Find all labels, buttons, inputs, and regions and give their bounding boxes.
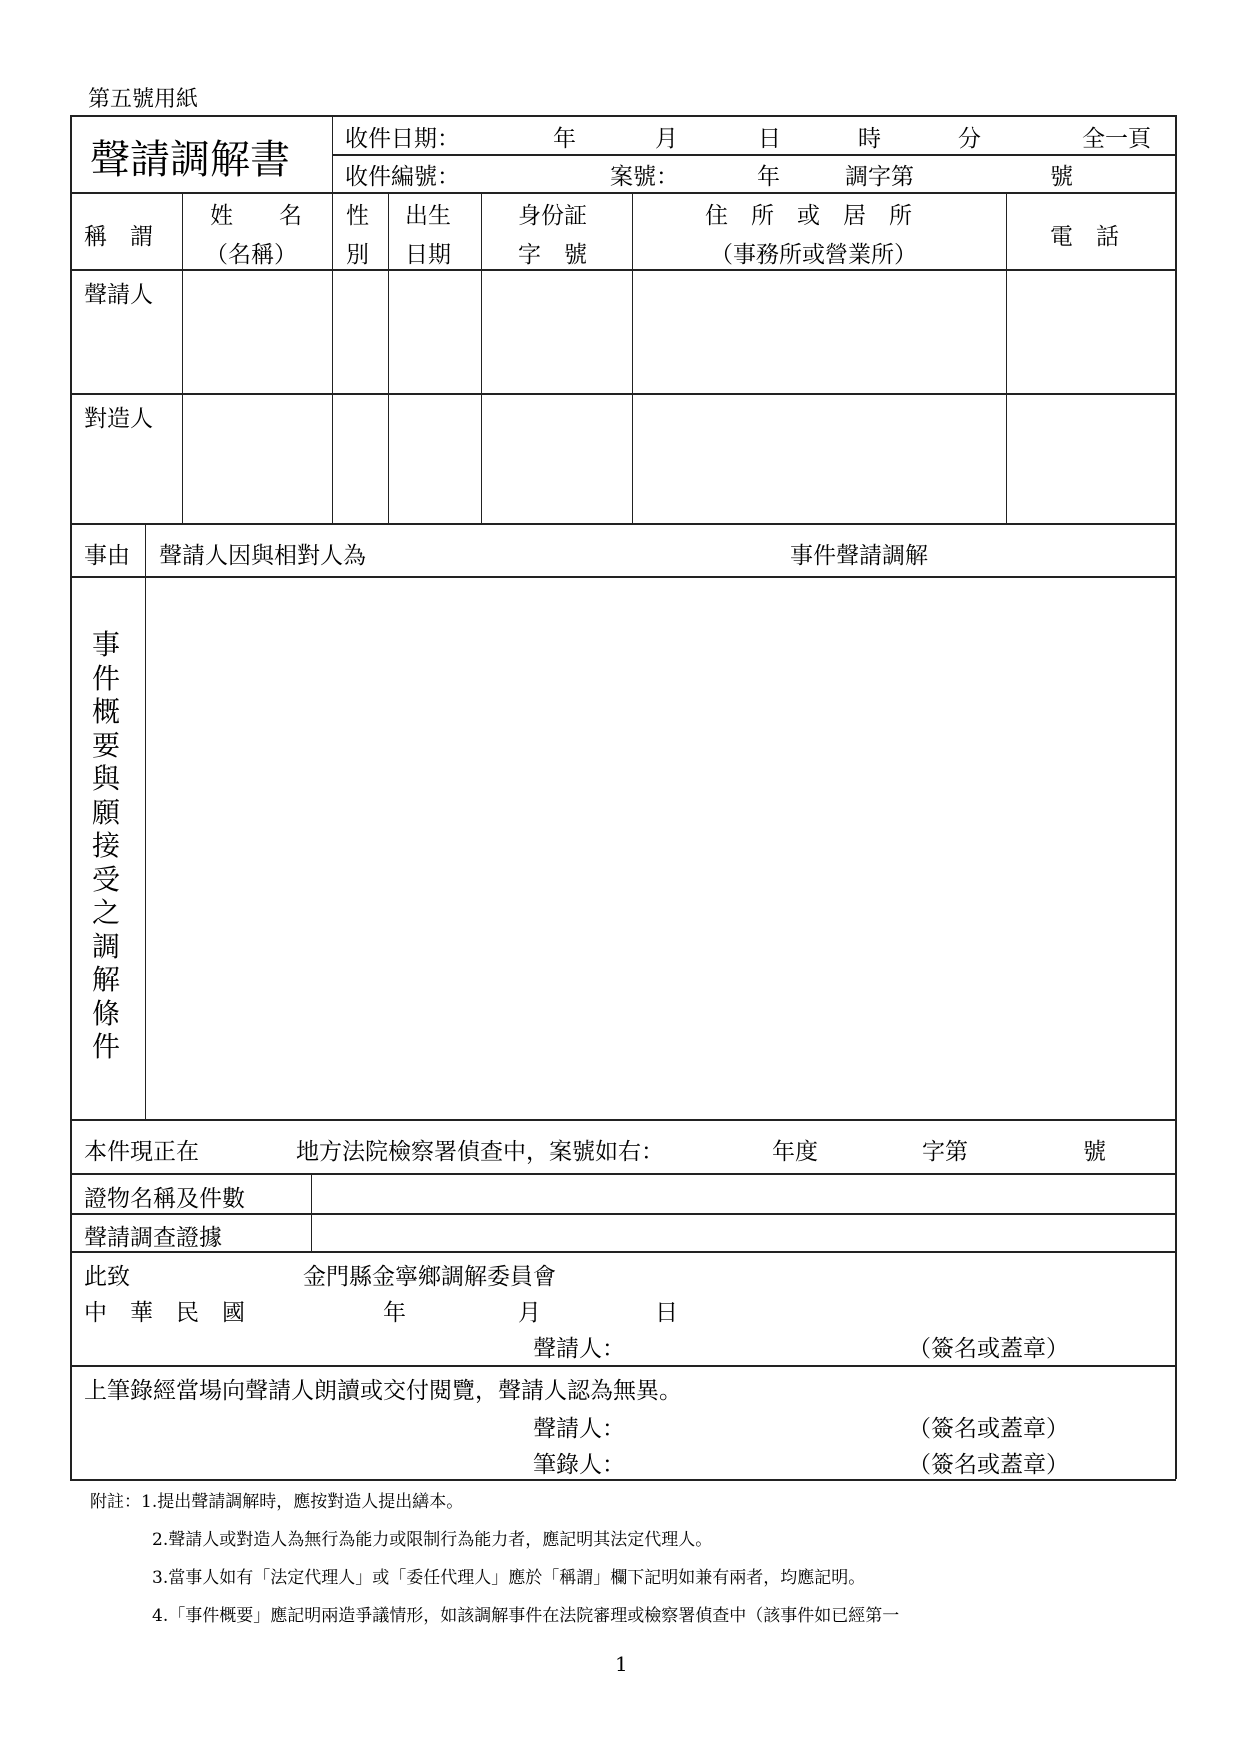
applicant-sign: （簽名或蓋章）: [908, 1336, 1069, 1362]
investigate-label: 聲請調查證據: [84, 1225, 222, 1251]
page-number: 1: [615, 1652, 628, 1676]
record-applicant-sign: （簽名或蓋章）: [908, 1416, 1069, 1442]
header-birth: 出生: [405, 203, 451, 229]
form-title: 聲請調解書: [90, 137, 290, 183]
receipt-minute: 分: [958, 126, 981, 152]
reason-prefix: 聲請人因與相對人為: [159, 543, 366, 569]
pending-year: 年度: [772, 1139, 818, 1165]
note-2: 2.聲請人或對造人為無行為能力或限制行為能力者，應記明其法定代理人。: [152, 1530, 713, 1550]
header-id-sub: 字 號: [518, 242, 587, 268]
record-text: 上筆錄經當場向聲請人朗讀或交付閱覽，聲請人認為無異。: [84, 1378, 682, 1404]
header-address: 住 所 或 居 所: [705, 203, 912, 229]
note-3: 3.當事人如有「法定代理人」或「委任代理人」應於「稱謂」欄下記明如兼有兩者，均應記明。: [152, 1568, 866, 1588]
party-applicant: 聲請人: [84, 282, 153, 308]
header-name: 姓 名: [210, 203, 302, 229]
case-label: 案號：: [610, 164, 679, 190]
page-count: 全一頁: [1082, 126, 1151, 152]
applicant-sign-label: 聲請人：: [533, 1336, 625, 1362]
reason-suffix: 事件聲請調解: [790, 543, 928, 569]
header-sex: 性: [346, 203, 369, 229]
pending-word: 字第: [922, 1139, 968, 1165]
reason-label: 事由: [84, 543, 130, 569]
header-phone: 電 話: [1050, 224, 1119, 250]
note-1: 附註：1.提出聲請調解時，應按對造人提出繕本。: [90, 1492, 464, 1512]
record-clerk-sign: （簽名或蓋章）: [908, 1452, 1069, 1478]
receipt-month: 月: [655, 126, 678, 152]
header-title: 稱 謂: [84, 224, 153, 250]
receipt-hour: 時: [858, 126, 881, 152]
record-clerk-label: 筆錄人：: [533, 1452, 625, 1478]
date-year: 年: [383, 1300, 406, 1326]
case-no: 號: [1050, 164, 1073, 190]
party-opponent: 對造人: [84, 406, 153, 432]
header-name-sub: （名稱）: [205, 242, 297, 268]
receipt-year: 年: [553, 126, 576, 152]
evidence-label: 證物名稱及件數: [84, 1186, 245, 1212]
pending-no: 號: [1083, 1139, 1106, 1165]
form-number: 第五號用紙: [88, 87, 199, 112]
case-word: 調字第: [845, 164, 914, 190]
date-day: 日: [655, 1300, 678, 1326]
receipt-date-label: 收件日期：: [345, 126, 460, 152]
note-4: 4.「事件概要」應記明兩造爭議情形，如該調解事件在法院審理或檢察署偵查中（該事件如已經第一: [152, 1606, 900, 1626]
date-roc: 中 華 民 國: [84, 1300, 245, 1326]
case-year: 年: [757, 164, 780, 190]
header-address-sub: （事務所或營業所）: [710, 242, 917, 268]
summary-label: 事件概要與願接受之調解條件: [92, 628, 121, 1063]
to-org: 金門縣金寧鄉調解委員會: [303, 1264, 556, 1290]
header-birth-sub: 日期: [405, 242, 451, 268]
receipt-day: 日: [758, 126, 781, 152]
pending-court: 地方法院檢察署偵查中，案號如右：: [296, 1139, 664, 1165]
date-month: 月: [518, 1300, 541, 1326]
pending-prefix: 本件現正在: [84, 1139, 199, 1165]
receipt-number-label: 收件編號：: [345, 164, 460, 190]
header-id: 身份証: [518, 203, 587, 229]
record-applicant-label: 聲請人：: [533, 1416, 625, 1442]
header-sex-sub: 別: [346, 242, 369, 268]
to-label: 此致: [84, 1264, 130, 1290]
